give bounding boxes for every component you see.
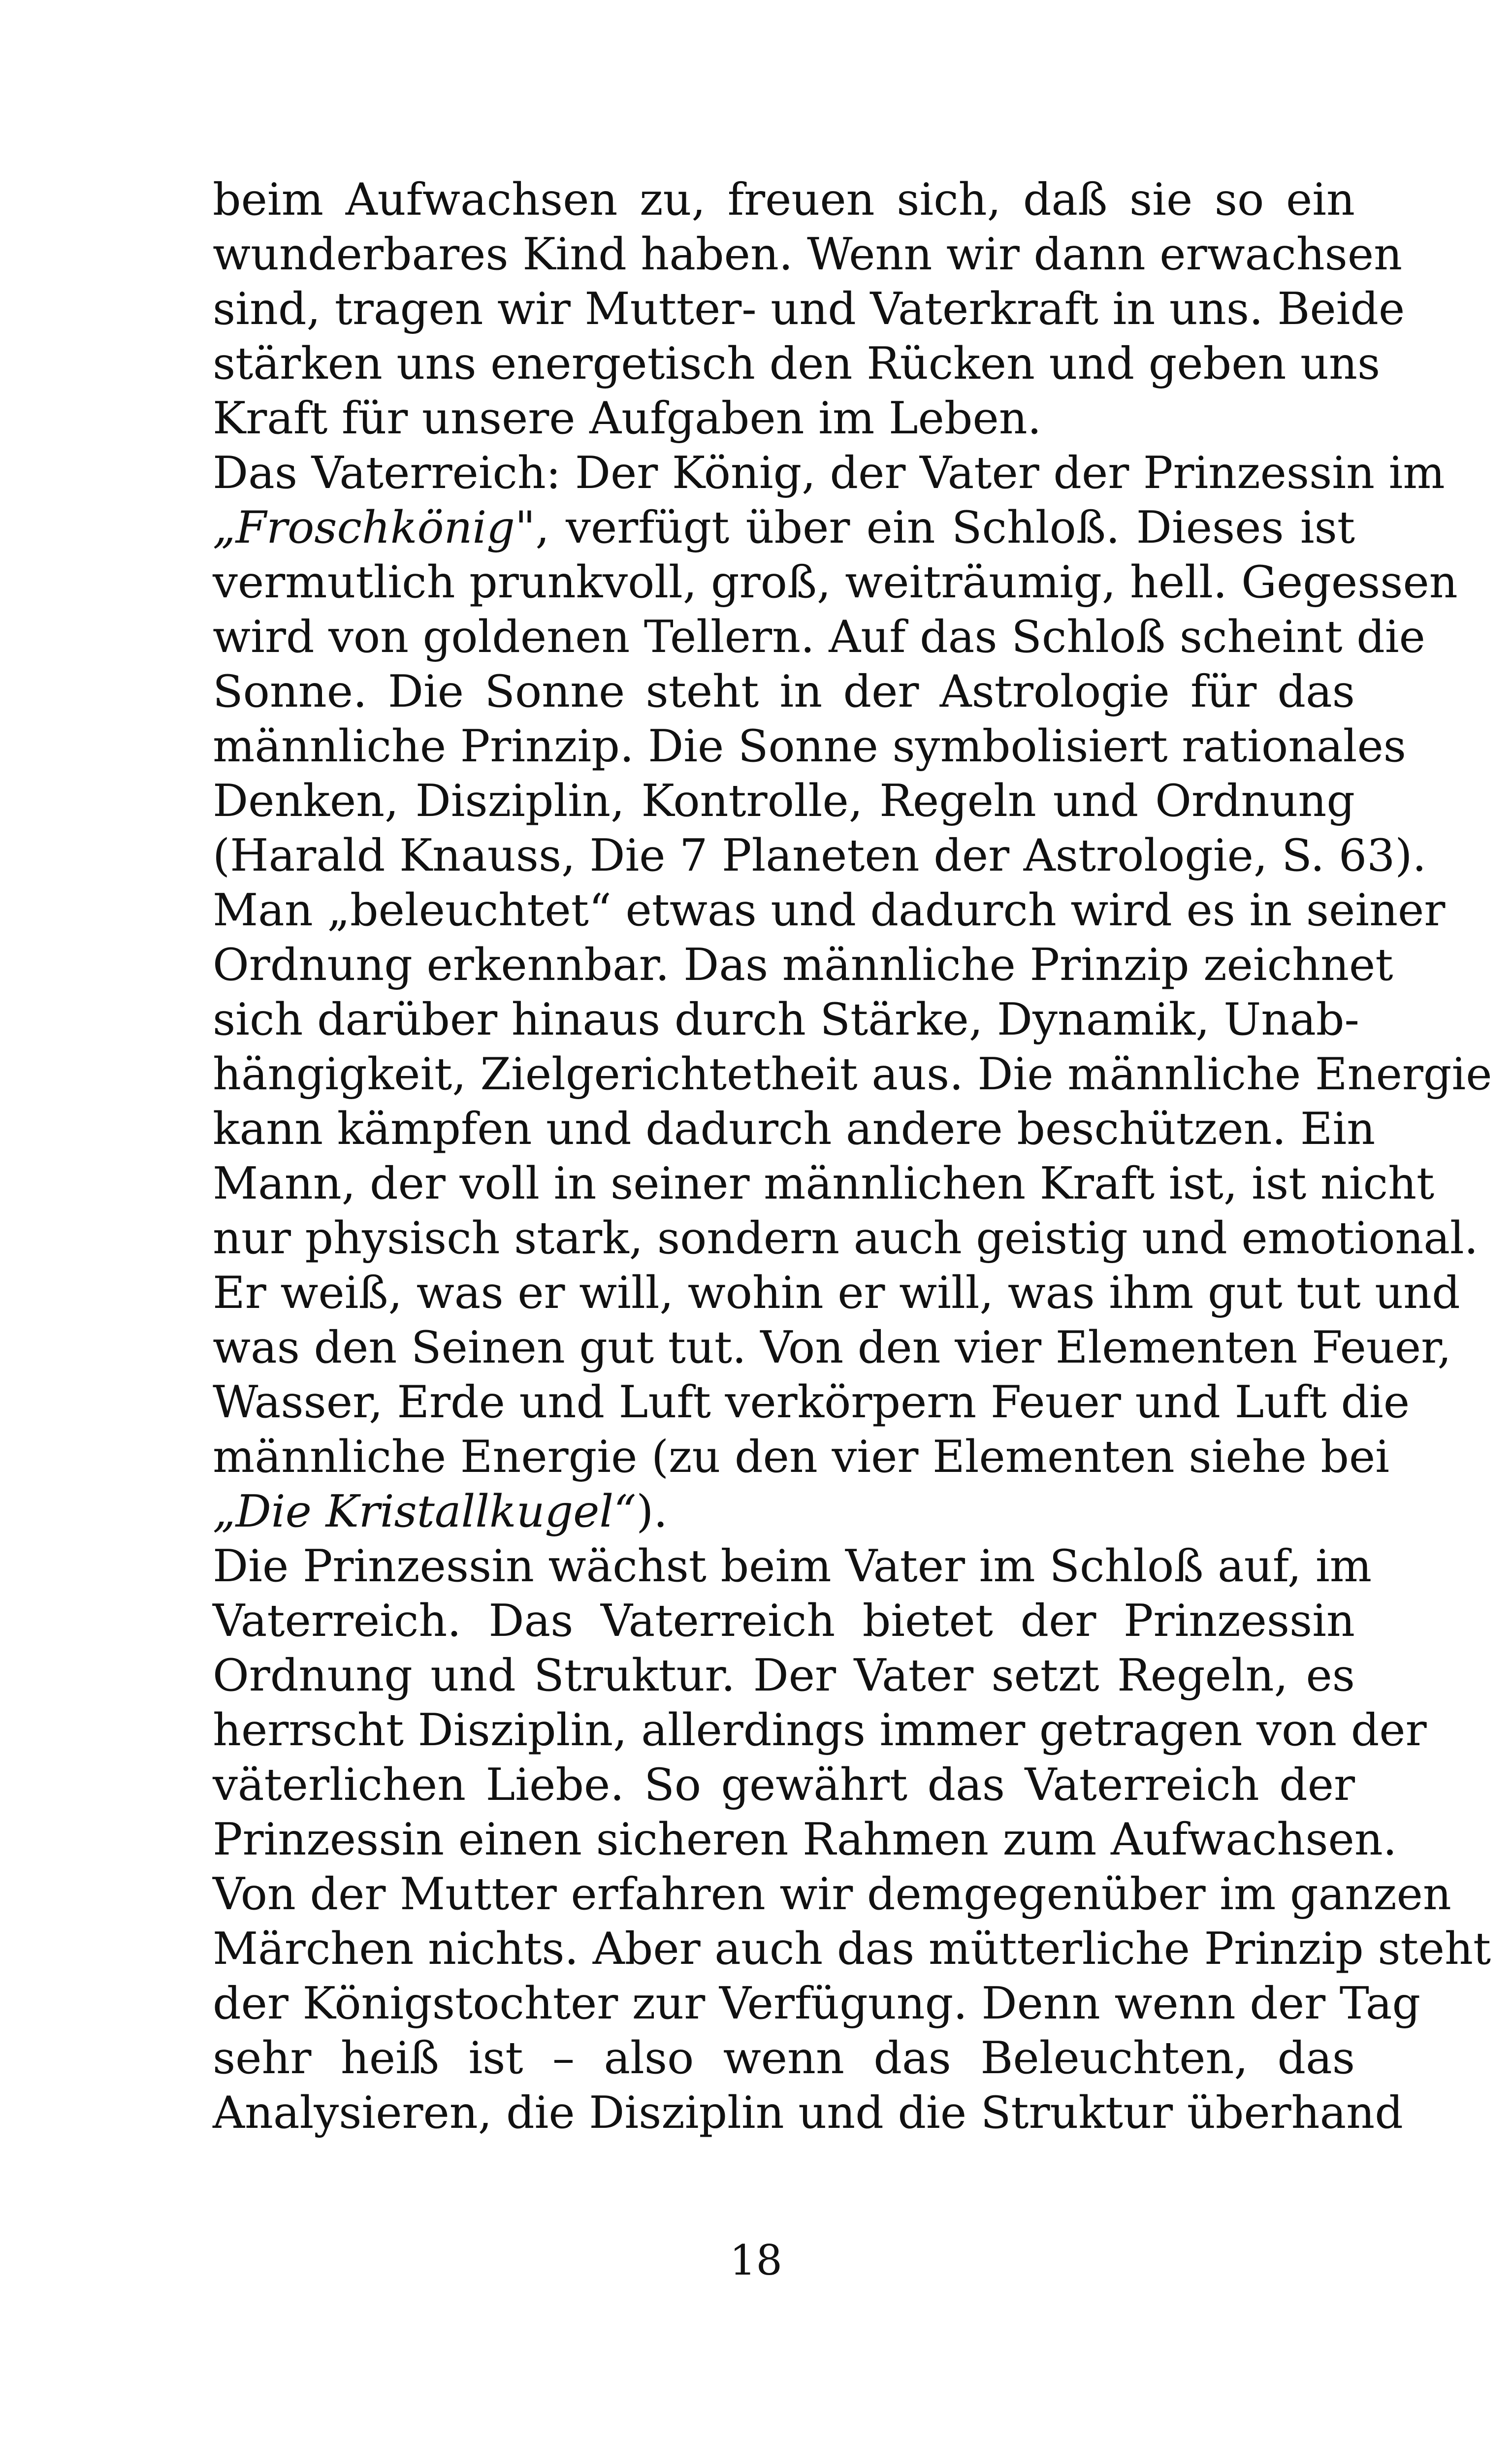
text-line: hängigkeit, Zielgerichtetheit aus. Die männliche Energie [213, 1048, 1492, 1100]
text-line: Prinzessin einen sicheren Rahmen zum Aufwachsen. [213, 1814, 1397, 1865]
page-number: 18 [730, 2236, 782, 2284]
paragraph [213, 1867, 1491, 2140]
text-line: vermutlich prunkvoll, groß, weiträumig, hell. Gegessen [213, 556, 1458, 608]
body-text [213, 172, 1492, 2140]
text-line: väterlichen Liebe. So gewährt das Vaterreich der [213, 1759, 1355, 1811]
text-line: Vaterreich. Das Vaterreich bietet der Prinzessin [213, 1595, 1355, 1647]
text-line: stärken uns energetisch den Rücken und geben uns [213, 338, 1381, 390]
text-line: Ordnung erkennbar. Das männliche Prinzip zeichnet [213, 939, 1393, 991]
text-line: Die Prinzessin wächst beim Vater im Schloß auf, im [213, 1540, 1372, 1592]
text-line: Analysieren, die Disziplin und die Struktur überhand [213, 2087, 1403, 2139]
text-line: wird von goldenen Tellern. Auf das Schloß scheint die [213, 611, 1425, 663]
text-fragment: ). [636, 1486, 668, 1537]
book-title-kristallkugel: „Die Kristallkugel“ [213, 1486, 637, 1537]
text-line [213, 1484, 1355, 1539]
text-line: (Harald Knauss, Die 7 Planeten der Astrologie, S. 63). [213, 830, 1427, 881]
text-line: Von der Mutter erfahren wir demgegenüber im ganzen [213, 1868, 1451, 1920]
text-line: Ordnung und Struktur. Der Vater setzt Regeln, es [213, 1650, 1355, 1701]
text-fragment: , verfügt über ein Schloß. Dieses ist [535, 502, 1355, 554]
paragraph [213, 1539, 1427, 1867]
text-line: Mann, der voll in seiner männlichen Kraft ist, ist nicht [213, 1158, 1435, 1209]
text-line: herrscht Disziplin, allerdings immer getragen von der [213, 1704, 1427, 1756]
text-line: der Königstochter zur Verfügung. Denn wenn der Tag [213, 1978, 1421, 2029]
text-line: Er weiß, was er will, wohin er will, was ihm gut tut und [213, 1267, 1460, 1319]
paragraph [213, 446, 1492, 1539]
text-line: Wasser, Erde und Luft verkörpern Feuer und Luft die [213, 1376, 1410, 1428]
book-title-froschkoenig: „Froschkönig" [213, 502, 536, 554]
text-line: sehr heiß ist – also wenn das Beleuchten, das [213, 2032, 1355, 2084]
text-line: sich darüber hinaus durch Stärke, Dynamik, Unab- [213, 994, 1359, 1045]
text-line: Märchen nichts. Aber auch das mütterliche Prinzip steht [213, 1923, 1491, 1975]
text-line: wunderbares Kind haben. Wenn wir dann erwachsen [213, 228, 1403, 280]
text-line: sind, tragen wir Mutter- und Vaterkraft in uns. Beide [213, 283, 1405, 335]
text-line: Denken, Disziplin, Kontrolle, Regeln und Ordnung [213, 775, 1355, 827]
text-line: was den Seinen gut tut. Von den vier Elementen Feuer, [213, 1322, 1451, 1373]
text-line: beim Aufwachsen zu, freuen sich, daß sie so ein [213, 174, 1355, 226]
text-line [213, 500, 1355, 555]
text-line: männliche Energie (zu den vier Elementen siehe bei [213, 1431, 1390, 1483]
text-line: Das Vaterreich: Der König, der Vater der Prinzessin im [213, 447, 1445, 499]
text-line: kann kämpfen und dadurch andere beschützen. Ein [213, 1103, 1376, 1155]
text-line: Kraft für unsere Aufgaben im Leben. [213, 392, 1042, 444]
text-line: Sonne. Die Sonne steht in der Astrologie für das [213, 666, 1355, 717]
paragraph [213, 172, 1405, 446]
text-line: nur physisch stark, sondern auch geistig und emotional. [213, 1212, 1479, 1264]
text-line: Man „beleuchtet“ etwas und dadurch wird es in seiner [213, 884, 1446, 936]
text-line: männliche Prinzip. Die Sonne symbolisiert rationales [213, 720, 1406, 772]
